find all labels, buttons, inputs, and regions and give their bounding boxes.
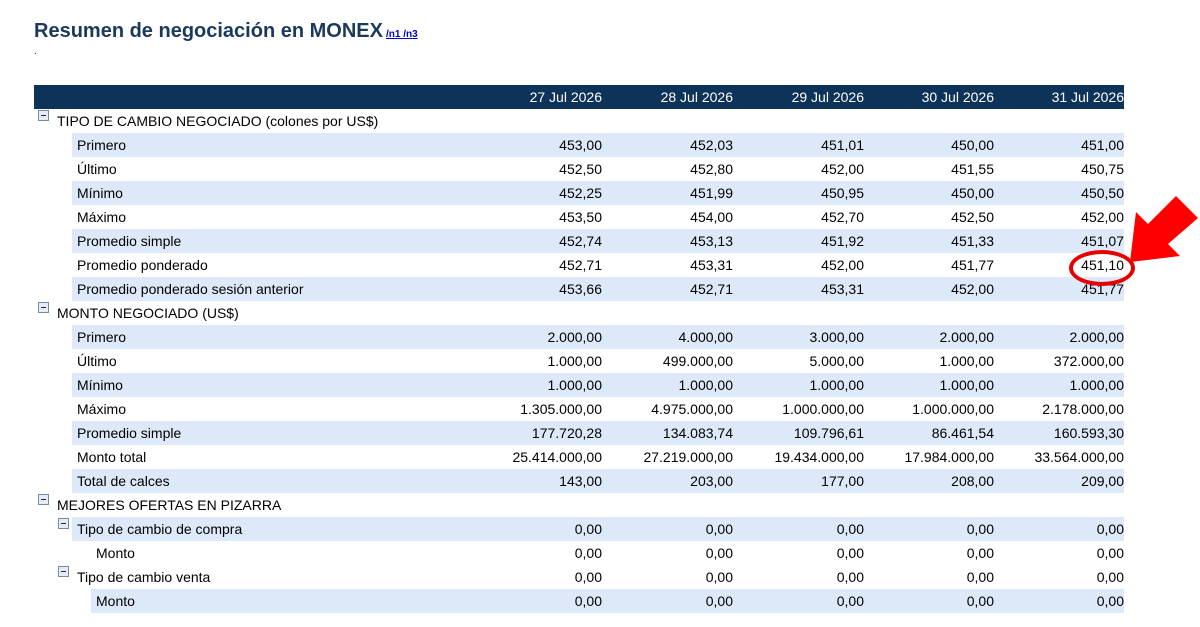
cell-value: 451,01 <box>821 137 864 153</box>
section-label: MONTO NEGOCIADO (US$) <box>57 305 239 321</box>
cell-value: 177,00 <box>821 473 864 489</box>
cell-value: 17.984.000,00 <box>904 449 994 465</box>
cell-value: 453,66 <box>559 281 602 297</box>
cell-value: 2.000,00 <box>939 329 994 345</box>
cell-value: 0,00 <box>836 593 864 609</box>
column-header-date: 28 Jul 2026 <box>660 89 733 105</box>
cell-value: 450,50 <box>1081 185 1124 201</box>
table-row <box>72 565 1124 589</box>
column-header-date: 27 Jul 2026 <box>529 89 602 105</box>
cell-value: 1.000,00 <box>678 377 733 393</box>
row-label: Último <box>77 353 117 369</box>
cell-value: 0,00 <box>1096 593 1124 609</box>
cell-value: 0,00 <box>705 521 733 537</box>
column-header-date: 29 Jul 2026 <box>791 89 864 105</box>
cell-value: 109.796,61 <box>793 425 864 441</box>
row-label: Promedio ponderado sesión anterior <box>77 281 304 297</box>
cell-value: 451,33 <box>951 233 994 249</box>
row-label: Monto total <box>77 449 147 465</box>
section-label: Tipo de cambio venta <box>77 569 211 585</box>
cell-value: 0,00 <box>574 569 602 585</box>
cell-value: 372.000,00 <box>1053 353 1124 369</box>
cell-value: 452,03 <box>690 137 733 153</box>
row-label: Monto <box>96 545 135 561</box>
red-circle-highlight <box>1069 250 1135 286</box>
cell-value: 1.000,00 <box>1069 377 1124 393</box>
cell-value: 0,00 <box>1096 521 1124 537</box>
cell-value: 1.000.000,00 <box>912 401 994 417</box>
cell-value: 451,77 <box>1081 281 1124 297</box>
cell-value: 452,50 <box>951 209 994 225</box>
cell-value: 0,00 <box>574 593 602 609</box>
row-label: Promedio simple <box>77 425 182 441</box>
cell-value: 451,00 <box>1081 137 1124 153</box>
cell-value: 1.000,00 <box>809 377 864 393</box>
column-header-date: 30 Jul 2026 <box>921 89 994 105</box>
cell-value: 453,31 <box>821 281 864 297</box>
cell-value: 451,99 <box>690 185 733 201</box>
cell-value: 0,00 <box>1096 545 1124 561</box>
row-label: Máximo <box>77 401 127 417</box>
cell-value: 2.178.000,00 <box>1042 401 1124 417</box>
collapse-toggle-icon[interactable] <box>38 302 49 313</box>
cell-value: 0,00 <box>705 593 733 609</box>
cell-value: 454,00 <box>690 209 733 225</box>
collapse-toggle-icon[interactable] <box>58 518 69 529</box>
section-label: TIPO DE CAMBIO NEGOCIADO (colones por US$) <box>57 113 379 129</box>
red-arrow-icon <box>1128 196 1198 266</box>
section-label: Tipo de cambio de compra <box>77 521 243 537</box>
cell-value: 203,00 <box>690 473 733 489</box>
table-row <box>72 325 1124 349</box>
cell-value: 1.305.000,00 <box>520 401 602 417</box>
cell-value: 0,00 <box>836 521 864 537</box>
cell-value: 143,00 <box>559 473 602 489</box>
cell-value: 0,00 <box>836 545 864 561</box>
cell-value: 2.000,00 <box>1069 329 1124 345</box>
cell-value: 134.083,74 <box>662 425 733 441</box>
cell-value: 0,00 <box>966 593 994 609</box>
cell-value: 450,00 <box>951 137 994 153</box>
table-row <box>91 589 1124 613</box>
cell-value: 177.720,28 <box>531 425 602 441</box>
row-label: Mínimo <box>77 185 123 201</box>
cell-value: 451,10 <box>1081 257 1124 273</box>
cell-value: 451,77 <box>951 257 994 273</box>
cell-value: 450,95 <box>821 185 864 201</box>
table-row <box>72 133 1124 157</box>
cell-value: 452,70 <box>821 209 864 225</box>
row-label: Monto <box>96 593 135 609</box>
row-label: Máximo <box>77 209 127 225</box>
cell-value: 452,00 <box>821 161 864 177</box>
cell-value: 27.219.000,00 <box>643 449 733 465</box>
cell-value: 452,50 <box>559 161 602 177</box>
cell-value: 1.000,00 <box>547 353 602 369</box>
page-title <box>34 20 418 43</box>
cell-value: 0,00 <box>1096 569 1124 585</box>
table-row <box>72 469 1124 493</box>
cell-value: 4.975.000,00 <box>651 401 733 417</box>
cell-value: 453,00 <box>559 137 602 153</box>
cell-value: 5.000,00 <box>809 353 864 369</box>
cell-value: 0,00 <box>966 569 994 585</box>
cell-value: 0,00 <box>705 545 733 561</box>
cell-value: 450,00 <box>951 185 994 201</box>
section-label: MEJORES OFERTAS EN PIZARRA <box>57 497 282 513</box>
collapse-toggle-icon[interactable] <box>58 566 69 577</box>
cell-value: 25.414.000,00 <box>512 449 602 465</box>
table-row <box>72 205 1124 229</box>
cell-value: 3.000,00 <box>809 329 864 345</box>
cell-value: 33.564.000,00 <box>1034 449 1124 465</box>
table-row <box>72 373 1124 397</box>
table-row <box>91 541 1124 565</box>
cell-value: 499.000,00 <box>662 353 733 369</box>
cell-value: 451,55 <box>951 161 994 177</box>
cell-value: 2.000,00 <box>547 329 602 345</box>
notes-link[interactable]: /n1 /n3 <box>385 29 418 40</box>
cell-value: 209,00 <box>1081 473 1124 489</box>
cell-value: 0,00 <box>966 545 994 561</box>
row-label: Total de calces <box>77 473 170 489</box>
cell-value: 0,00 <box>574 545 602 561</box>
cell-value: 1.000,00 <box>939 377 994 393</box>
cell-value: 452,00 <box>951 281 994 297</box>
cell-value: 450,75 <box>1081 161 1124 177</box>
row-label: Primero <box>77 137 127 153</box>
cell-value: 452,71 <box>690 281 733 297</box>
cell-value: 452,74 <box>559 233 602 249</box>
column-header-date: 31 Jul 2026 <box>1051 89 1124 105</box>
cell-value: 0,00 <box>574 521 602 537</box>
cell-value: 208,00 <box>951 473 994 489</box>
cell-value: 452,80 <box>690 161 733 177</box>
row-label: Promedio simple <box>77 233 182 249</box>
cell-value: 452,71 <box>559 257 602 273</box>
collapse-toggle-icon[interactable] <box>38 110 49 121</box>
cell-value: 1.000.000,00 <box>782 401 864 417</box>
table-header <box>34 85 1124 109</box>
cell-value: 160.593,30 <box>1053 425 1124 441</box>
cell-value: 452,00 <box>821 257 864 273</box>
table-row <box>72 253 1124 277</box>
table-row <box>72 181 1124 205</box>
cell-value: 453,50 <box>559 209 602 225</box>
table-row <box>72 229 1124 253</box>
table-row <box>72 445 1124 469</box>
cell-value: 0,00 <box>966 521 994 537</box>
subtitle-dot: . <box>34 46 37 57</box>
row-label: Primero <box>77 329 127 345</box>
cell-value: 452,25 <box>559 185 602 201</box>
cell-value: 1.000,00 <box>939 353 994 369</box>
table-row <box>72 397 1124 421</box>
table-row <box>72 277 1124 301</box>
cell-value: 453,13 <box>690 233 733 249</box>
cell-value: 451,07 <box>1081 233 1124 249</box>
cell-value: 0,00 <box>836 569 864 585</box>
table-row <box>72 349 1124 373</box>
cell-value: 453,31 <box>690 257 733 273</box>
page-title-text: Resumen de negociación en MONEX <box>34 20 383 42</box>
cell-value: 0,00 <box>705 569 733 585</box>
cell-value: 19.434.000,00 <box>774 449 864 465</box>
cell-value: 1.000,00 <box>547 377 602 393</box>
cell-value: 86.461,54 <box>931 425 994 441</box>
table-row <box>72 421 1124 445</box>
cell-value: 451,92 <box>821 233 864 249</box>
cell-value: 4.000,00 <box>678 329 733 345</box>
row-label: Último <box>77 161 117 177</box>
row-label: Promedio ponderado <box>77 257 208 273</box>
collapse-toggle-icon[interactable] <box>38 494 49 505</box>
row-label: Mínimo <box>77 377 123 393</box>
cell-value: 452,00 <box>1081 209 1124 225</box>
table-row <box>72 157 1124 181</box>
